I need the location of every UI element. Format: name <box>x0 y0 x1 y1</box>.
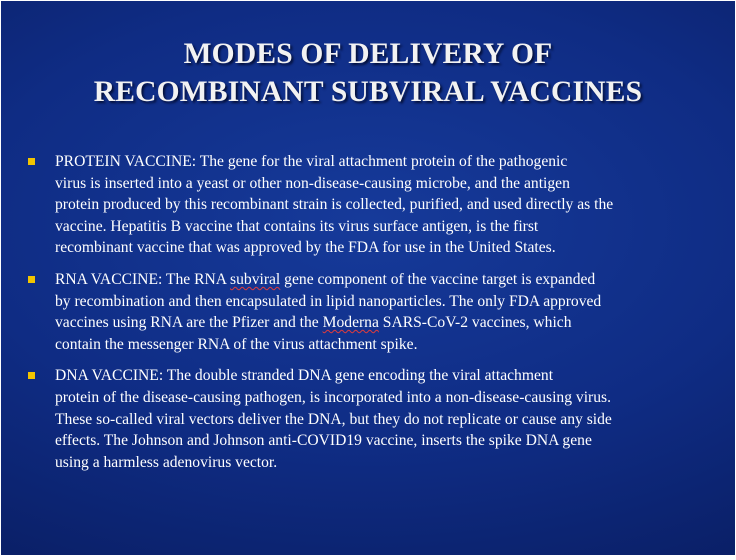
bullet-text <box>55 151 707 259</box>
text-line: protein of the disease-causing pathogen, is incorporated into a non-disease-causing virus. <box>55 388 612 406</box>
text-line <box>55 312 707 334</box>
slide-title <box>1 35 735 111</box>
bullet-text <box>55 269 707 355</box>
square-bullet-icon <box>28 158 35 165</box>
text-segment: gene component of the vaccine target is expanded <box>280 270 596 288</box>
spellcheck-word: Moderna <box>322 314 379 332</box>
text-line: protein produced by this recombinant strain is collected, purified, and used directly as the <box>55 196 614 214</box>
title-line-2: RECOMBINANT SUBVIRAL VACCINES <box>93 76 643 108</box>
slide <box>1 1 735 555</box>
text-segment: RNA VACCINE: The RNA <box>55 270 231 288</box>
text-line: DNA VACCINE: The double stranded DNA gene encoding the viral attachment <box>55 367 554 385</box>
title-line-1: MODES OF DELIVERY OF <box>183 38 553 70</box>
text-line: recombinant vaccine that was approved by the FDA for use in the United States. <box>55 239 556 257</box>
bullet-dna-vaccine <box>27 365 707 473</box>
text-line: contain the messenger RNA of the virus attachment spike. <box>55 335 418 353</box>
bullet-list <box>27 151 707 483</box>
text-line: PROTEIN VACCINE: The gene for the viral attachment protein of the pathogenic <box>55 153 568 170</box>
text-line: using a harmless adenovirus vector. <box>55 453 278 471</box>
spellcheck-word: subviral <box>230 270 281 288</box>
square-bullet-icon <box>28 276 35 283</box>
text-segment: vaccines using RNA are the Pfizer and the <box>55 314 323 332</box>
text-line: virus is inserted into a yeast or other non-disease-causing microbe, and the antigen <box>55 174 570 192</box>
bullet-text <box>55 365 707 473</box>
text-line: effects. The Johnson and Johnson anti-COVID19 vaccine, inserts the spike DNA gene <box>55 432 592 450</box>
text-line <box>55 269 707 291</box>
bullet-protein-vaccine <box>27 151 707 259</box>
text-line: vaccine. Hepatitis B vaccine that contains its virus surface antigen, is the first <box>55 217 539 235</box>
text-line: by recombination and then encapsulated in lipid nanoparticles. The only FDA approved <box>55 292 602 310</box>
bullet-rna-vaccine <box>27 269 707 355</box>
text-line: These so-called viral vectors deliver the DNA, but they do not replicate or cause any side <box>55 410 612 428</box>
square-bullet-icon <box>28 372 35 379</box>
text-segment: SARS-CoV-2 vaccines, which <box>378 314 572 332</box>
